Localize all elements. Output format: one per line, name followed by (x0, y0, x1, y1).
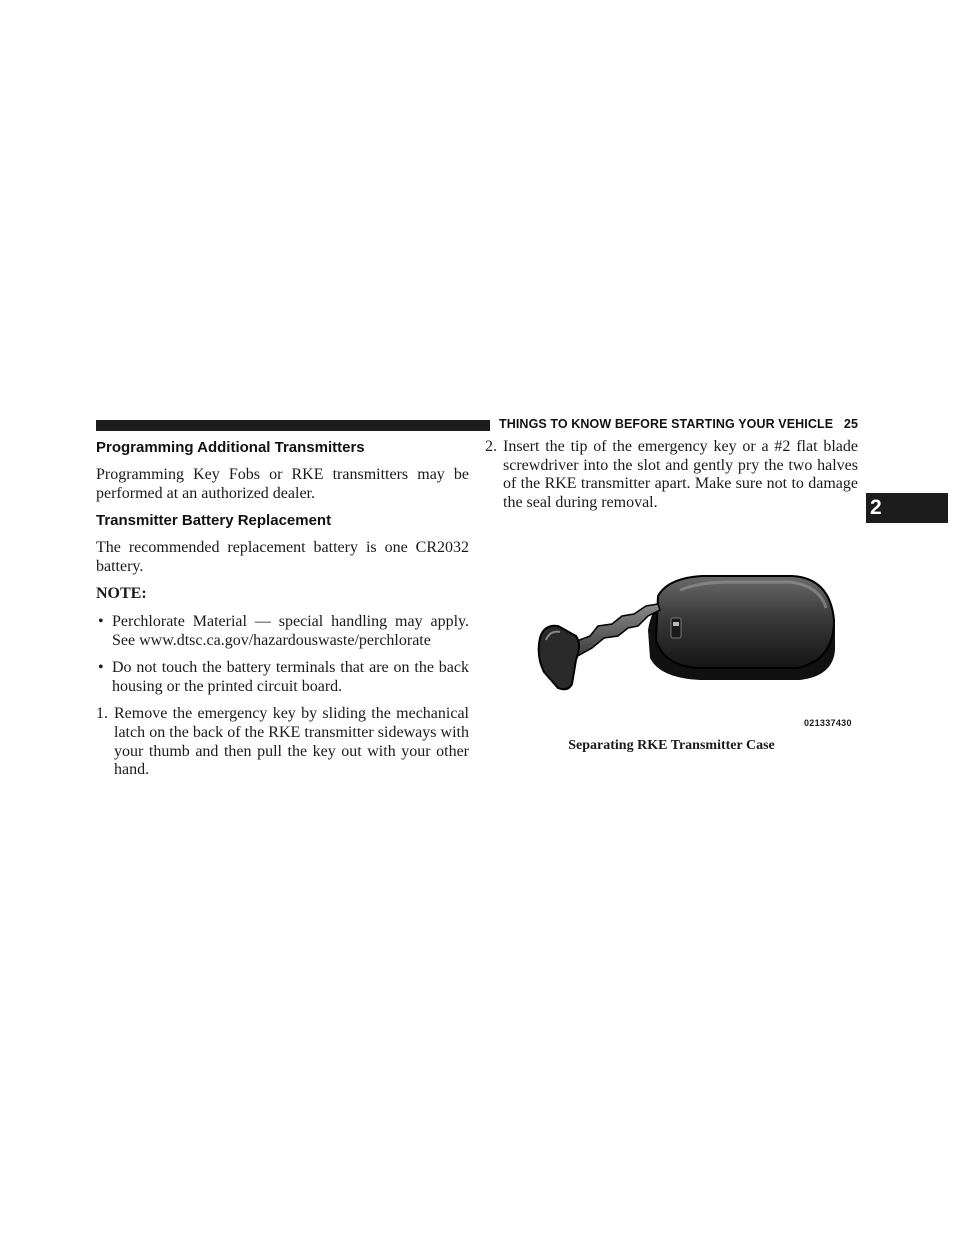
bullet-icon: • (98, 659, 104, 677)
left-column (96, 438, 469, 780)
page-number: 25 (843, 417, 858, 431)
header-rule (96, 420, 490, 431)
figure-code: 021337430 (804, 718, 852, 728)
step-item (485, 438, 858, 512)
list-item (96, 613, 469, 650)
heading-programming: Programming Additional Transmitters (96, 439, 365, 456)
step-item (96, 705, 469, 779)
heading-battery-replacement: Transmitter Battery Replacement (96, 512, 332, 530)
rke-transmitter-illustration (530, 568, 860, 728)
note-label: NOTE: (96, 585, 147, 603)
step-text: Remove the emergency key by sliding the mechanical latch on the back of the RKE transmitter sideways with your thumb and then pull the key out with your other hand. (114, 705, 469, 779)
bullet-icon: • (98, 612, 104, 630)
step-text: Insert the tip of the emergency key or a #2 flat blade screwdriver into the slot and gently pry the two halves of the RKE transmitter apart. Make sure not to damage the seal during removal. (503, 438, 858, 511)
running-header (499, 417, 858, 431)
step-number: 2. (485, 438, 497, 455)
paragraph-programming: Programming Key Fobs or RKE transmitters may be performed at an authorized dealer. (96, 466, 469, 502)
paragraph-battery: The recommended replacement battery is one CR2032 battery. (96, 539, 469, 575)
note-bullet-list (96, 613, 469, 696)
bullet-text: Do not touch the battery terminals that are on the back housing or the printed circuit board. (112, 659, 469, 695)
steps-list (485, 438, 858, 512)
steps-list (96, 705, 469, 779)
figure-caption: Separating RKE Transmitter Case (568, 738, 775, 753)
list-item (96, 659, 469, 696)
chapter-tab: 2 (866, 493, 948, 523)
bullet-text: Perchlorate Material — special handling may apply. See www.dtsc.ca.gov/hazardouswaste/perchlorate (112, 612, 469, 649)
right-column (485, 438, 858, 512)
step-number: 1. (96, 705, 108, 723)
section-title: THINGS TO KNOW BEFORE STARTING YOUR VEHICLE (499, 417, 834, 431)
